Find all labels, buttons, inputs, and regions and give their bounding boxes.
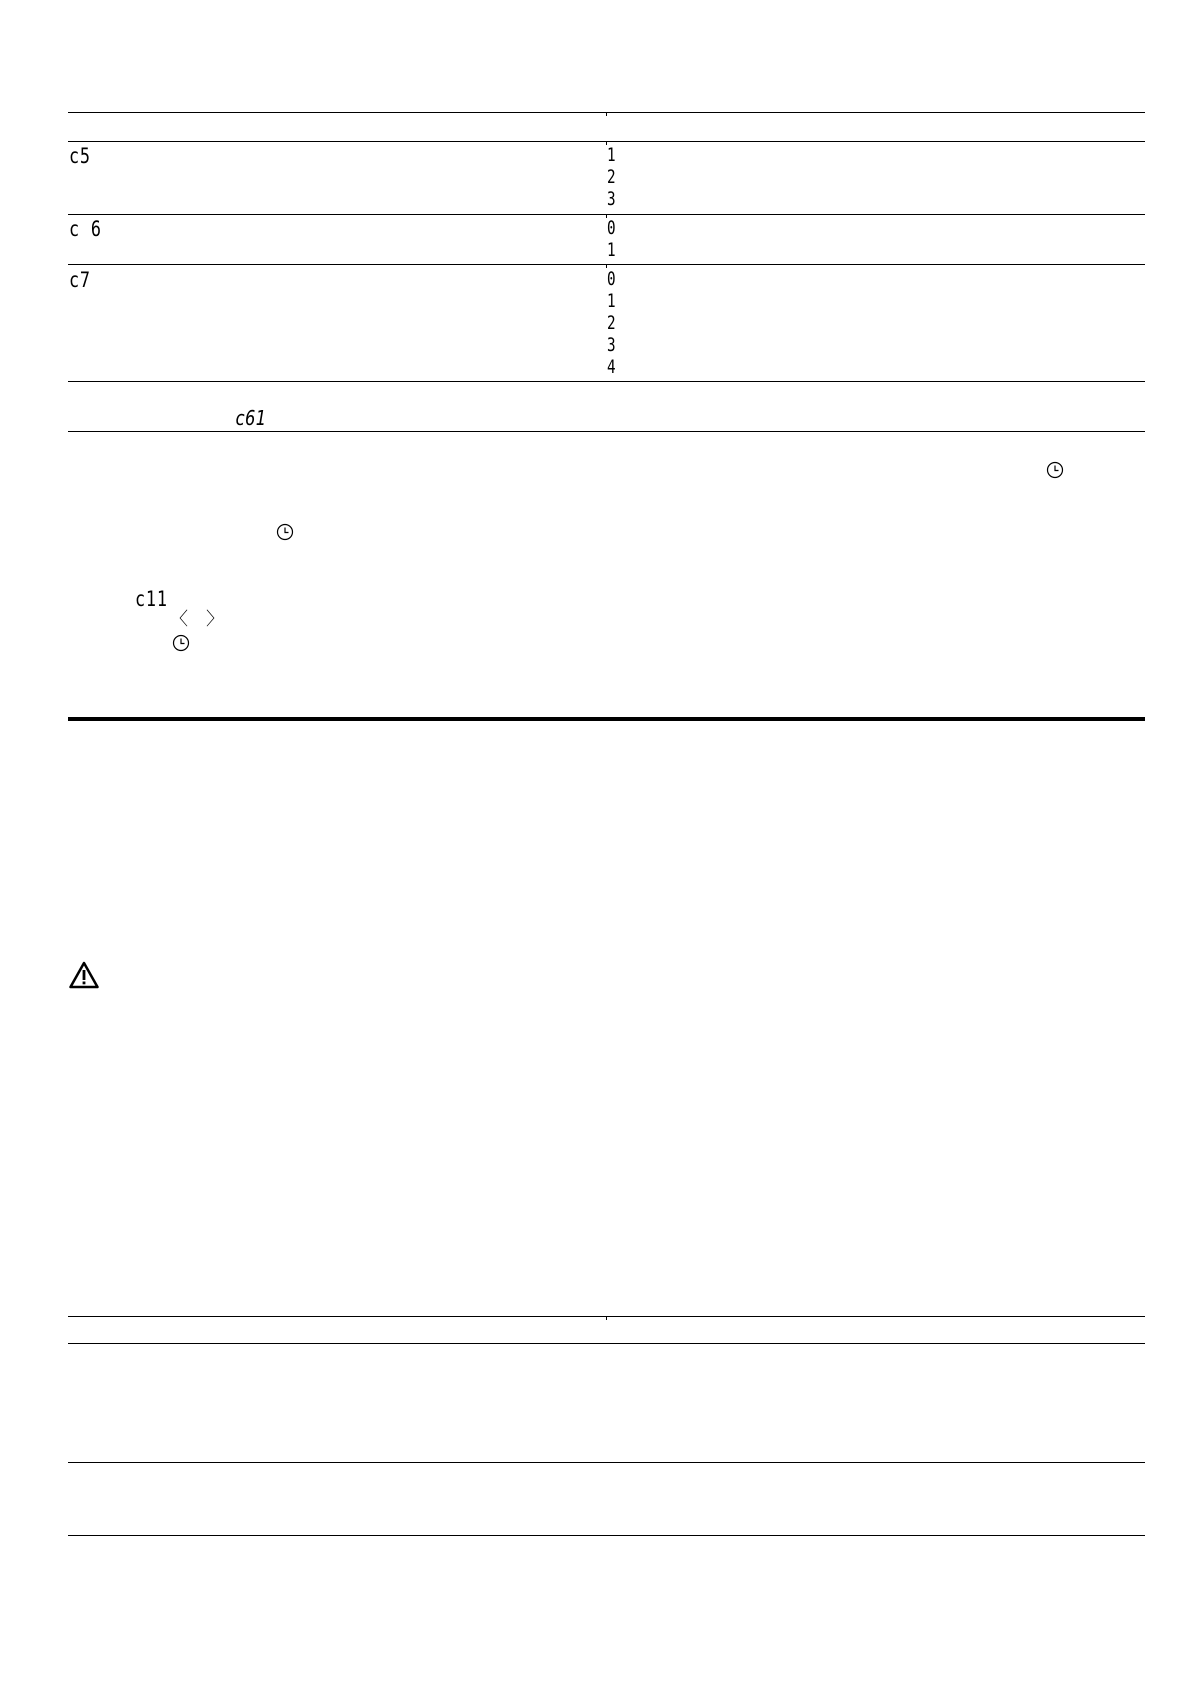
table-header-bottom-rule (68, 1343, 1145, 1344)
row-c5-value: 3 (607, 188, 616, 210)
row-rule (68, 1462, 1145, 1463)
row-c6-value: 1 (607, 239, 616, 261)
setting-code-c11: c11 (135, 587, 168, 611)
row-code-c6: c 6 (69, 217, 102, 241)
section-divider (68, 717, 1145, 721)
row-c7-value: 4 (607, 356, 616, 378)
table-bottom-rule (68, 1535, 1145, 1536)
row-rule (68, 381, 1145, 382)
table-bottom-rule (68, 431, 1145, 432)
row-c7-value: 2 (607, 312, 616, 334)
row-c7-value: 1 (607, 290, 616, 312)
warning-triangle-icon (69, 961, 99, 989)
row-c5-value: 2 (607, 166, 616, 188)
table-header-divider (606, 1316, 607, 1320)
row-c5-value: 1 (607, 144, 616, 166)
left-arrow-icon: 〈 (170, 609, 188, 630)
table-header-divider (606, 112, 607, 116)
right-arrow-icon: 〉 (206, 609, 224, 630)
footnote-code-c61: c61 (235, 406, 266, 430)
row-code-c5: c5 (69, 144, 91, 168)
row-c7-value: 3 (607, 334, 616, 356)
clock-icon (276, 523, 294, 541)
clock-icon (1046, 461, 1064, 479)
row-c6-value: 0 (607, 217, 616, 239)
clock-icon (172, 634, 190, 652)
row-c7-value: 0 (607, 268, 616, 290)
row-code-c7: c7 (69, 268, 91, 292)
